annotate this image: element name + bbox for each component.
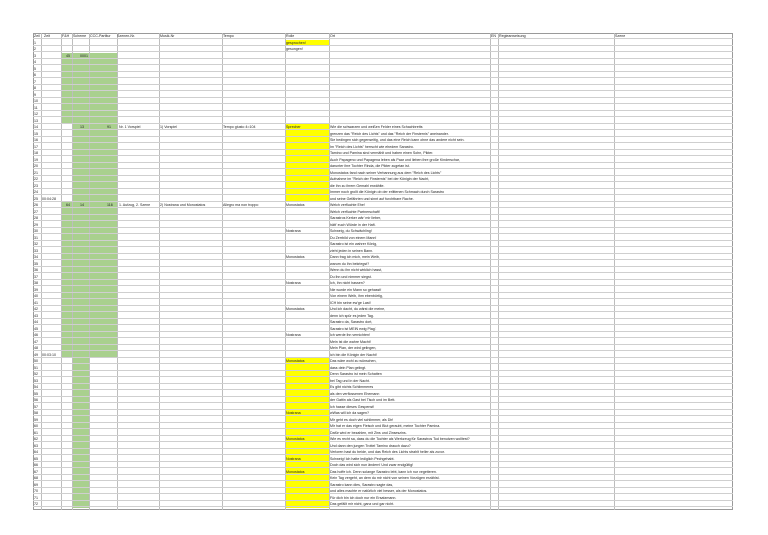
row-number[interactable]: 51 [34, 365, 38, 370]
row-number[interactable]: 12 [34, 112, 38, 116]
table-row[interactable] [33, 66, 733, 72]
row-number[interactable]: 23 [34, 183, 38, 188]
row-number[interactable]: 8 [34, 86, 36, 90]
table-row[interactable] [33, 59, 733, 65]
row-number[interactable]: 36 [34, 268, 38, 272]
row-number[interactable]: 34 [34, 255, 38, 259]
text-cell[interactable]: Auch Papageno und Papagena leben als Paar und lieben ihre große Kinderschar, [330, 157, 460, 162]
table-row[interactable] [33, 131, 733, 137]
table-row[interactable] [33, 267, 733, 273]
table-row[interactable] [33, 254, 733, 260]
table-row[interactable] [33, 488, 733, 494]
text-cell[interactable]: darunter ihre Tochter Rinda, die Pikter zugetan ist. [330, 164, 410, 168]
role-cell[interactable]: Nostrana [286, 229, 301, 233]
text-cell[interactable]: Dafür wird er bezahlen, mit Zins und Zinseszins. [330, 430, 407, 435]
row-number[interactable]: 53 [34, 378, 38, 383]
text-cell[interactable]: Dann frag ich mich, mein Weib, [330, 255, 380, 259]
row-number[interactable]: 39 [34, 287, 38, 292]
text-cell[interactable]: Sarastro ist ein wahrer König, [330, 242, 378, 246]
table-row[interactable] [33, 371, 733, 377]
table-row[interactable] [33, 40, 733, 46]
text-cell[interactable]: Monostatos fand nach seiner Verbannung aus dem "Reich des Lichts" [330, 170, 442, 175]
table-row[interactable] [33, 475, 733, 481]
table-row[interactable] [33, 124, 733, 130]
tempo-cell[interactable]: Allegro ma non troppo [223, 203, 259, 207]
table-row[interactable] [33, 150, 733, 156]
row-number[interactable]: 21 [34, 170, 38, 175]
table-row[interactable] [33, 183, 733, 189]
row-number[interactable]: 24 [34, 190, 38, 194]
row-number[interactable]: 62 [34, 437, 38, 441]
row-number[interactable]: 44 [34, 320, 38, 324]
text-cell[interactable]: Sarastro kann dies, Sarastro sagte das, [330, 482, 394, 487]
table-row[interactable] [33, 300, 733, 306]
scheme-cell[interactable]: 13 [80, 125, 84, 129]
table-row[interactable] [33, 410, 733, 416]
text-cell[interactable]: Wenn du ihn nicht wirklich hasst, [330, 268, 383, 272]
row-number[interactable]: 2 [34, 47, 36, 51]
table-row[interactable] [33, 313, 733, 319]
table-row[interactable] [33, 462, 733, 468]
table-row[interactable] [33, 397, 733, 403]
row-number[interactable]: 18 [34, 151, 38, 155]
text-cell[interactable]: Das hoffe ich. Denn solange Sarastro lebt, kann ich nur vegetieren. [330, 469, 437, 474]
row-number[interactable]: 68 [34, 476, 38, 480]
text-cell[interactable]: Denn Sarastro ist mein Schatten [330, 372, 382, 376]
role-cell[interactable]: Nostrana [286, 281, 301, 285]
role-cell[interactable]: Monostatos [286, 469, 305, 474]
row-number[interactable]: 56 [34, 398, 38, 402]
text-cell[interactable]: Ich, ihn nicht hassen? [330, 281, 365, 285]
fh-cell[interactable]: 45 [66, 53, 70, 58]
row-number[interactable]: 1 [34, 40, 36, 45]
row-number[interactable]: 69 [34, 482, 38, 487]
text-cell[interactable]: Im "Reich des Lichts" herrscht wie ehedem Sarastro. [330, 144, 414, 149]
row-number[interactable]: 45 [34, 326, 38, 331]
row-number[interactable]: 19 [34, 157, 38, 162]
row-number[interactable]: 41 [34, 300, 38, 305]
table-row[interactable] [33, 189, 733, 195]
table-row[interactable] [33, 469, 733, 475]
row-number[interactable]: 27 [34, 209, 38, 214]
row-number[interactable]: 13 [34, 118, 38, 123]
table-row[interactable] [33, 118, 733, 124]
text-cell[interactable]: Sarastros Kerker wär' mir lieber, [330, 216, 382, 220]
text-cell[interactable]: Schweig, du Schwächling! [330, 229, 372, 233]
row-number[interactable]: 28 [34, 216, 38, 220]
table-row[interactable] [33, 209, 733, 215]
text-cell[interactable]: Welch verfluchte Partnerschaft! [330, 209, 380, 214]
text-cell[interactable]: Sarastro da, Sarastro dort, [330, 320, 373, 324]
role-cell[interactable]: Nostrana [286, 333, 301, 337]
row-number[interactable]: 10 [34, 99, 38, 103]
row-number[interactable]: 29 [34, 222, 38, 227]
table-row[interactable] [33, 111, 733, 117]
text-cell[interactable]: Wie es recht sa, dass du die Tochter als Werkzeug für Sarastros Tod benutzen wolltest? [330, 437, 470, 441]
table-row[interactable] [33, 241, 733, 247]
ccc-cell[interactable]: 91 [107, 125, 111, 129]
row-number[interactable]: 71 [34, 495, 38, 500]
header-en[interactable]: EN [491, 34, 496, 38]
text-cell[interactable]: grenzen das "Reich des Lichts" und das "Reich der Finsternis" aneinander. [330, 131, 449, 136]
row-number[interactable]: 33 [34, 248, 38, 253]
text-cell[interactable]: Sarastro ist MEIN ewig Plag'. [330, 326, 377, 331]
row-number[interactable]: 3 [34, 53, 36, 58]
row-number[interactable]: 9 [34, 92, 36, 97]
table-row[interactable] [33, 72, 733, 78]
header-musik-nr[interactable]: Musik-Nr [160, 34, 175, 38]
text-cell[interactable]: Das gefällt mir nicht, ganz und gar nicht. [330, 502, 395, 506]
table-row[interactable] [33, 163, 733, 169]
music-cell[interactable]: 2) Nostrana und Monostatos [160, 203, 206, 207]
text-cell[interactable]: bei Tag und in der Nacht. [330, 378, 370, 383]
table-row[interactable] [33, 443, 733, 449]
row-number[interactable]: 26 [34, 203, 38, 207]
table-row[interactable] [33, 176, 733, 182]
table-row[interactable] [33, 332, 733, 338]
table-row[interactable] [33, 202, 733, 208]
table-row[interactable] [33, 391, 733, 397]
text-cell[interactable]: Schweig! Ich hatte lediglich Pechgehabt. [330, 456, 395, 461]
text-cell[interactable]: Verloren hast du beide, und das Reich des Lichts strahlt heller als zuvor. [330, 450, 445, 454]
text-cell[interactable]: denn ich spür es jeden Tag. [330, 313, 374, 318]
text-cell[interactable]: Tamino und Pamina sind vermählt und haben einen Sohn, Pikter. [330, 151, 434, 155]
text-cell[interactable]: die ihn zu ihrem Gemahl erwählte. [330, 183, 385, 188]
table-row[interactable] [33, 326, 733, 332]
row-number[interactable]: 54 [34, 385, 38, 389]
row-number[interactable]: 48 [34, 346, 38, 350]
table-row[interactable] [33, 423, 733, 429]
table-row[interactable] [33, 482, 733, 488]
time-cell[interactable]: 00:04:28 [42, 196, 56, 201]
row-number[interactable]: 4 [34, 60, 36, 64]
scene-cell[interactable]: Nr. 1 Vorspiel [119, 125, 141, 129]
text-cell[interactable]: Für dich bin ich doch nur ein Ersatzmann. [330, 495, 397, 500]
row-number[interactable]: 37 [34, 274, 38, 279]
text-cell[interactable]: zieht jeden in seinen Bann. [330, 248, 374, 253]
table-row[interactable] [33, 280, 733, 286]
table-row[interactable] [33, 430, 733, 436]
tempo-cell[interactable]: Tempo giusto 4=104 [223, 125, 256, 129]
table-row[interactable] [33, 137, 733, 143]
table-row[interactable] [33, 228, 733, 234]
role-cell[interactable]: Monostatos [286, 307, 305, 311]
text-cell[interactable]: Kein Tag vergeht, an dem du mir nicht von seinen Vorzügen erzählst. [330, 476, 440, 480]
role-cell[interactable]: Monostatos [286, 255, 305, 259]
role-cell[interactable]: Sprecher [286, 125, 301, 129]
row-number[interactable]: 63 [34, 443, 38, 448]
row-number[interactable]: 64 [34, 450, 38, 454]
row-number[interactable]: 35 [34, 261, 38, 266]
row-number[interactable]: 30 [34, 229, 38, 233]
table-row[interactable] [33, 222, 733, 228]
text-cell[interactable]: Welch verfluchte Ehe! [330, 203, 365, 207]
text-cell[interactable]: hätt' euch Würde in der Haft. [330, 222, 376, 227]
text-cell[interactable]: Du Zerrbild von einem Mann! [330, 235, 377, 240]
text-cell[interactable]: als den verflossenen Ehemann [330, 391, 380, 396]
table-row[interactable] [33, 53, 733, 59]
table-row[interactable] [33, 365, 733, 371]
text-cell[interactable]: ich bin die Königin der Nacht! [330, 352, 377, 357]
table-row[interactable] [33, 293, 733, 299]
row-number[interactable]: 32 [34, 242, 38, 246]
header-szene[interactable]: Szene [615, 34, 626, 38]
table-row[interactable] [33, 157, 733, 163]
row-number[interactable]: 67 [34, 469, 38, 474]
fh-cell[interactable]: 64 [66, 203, 70, 207]
header-zeit[interactable]: Zeit [44, 34, 50, 38]
text-cell[interactable]: Mein ist die wahre Macht! [330, 339, 371, 344]
row-number[interactable]: 66 [34, 463, 38, 467]
row-number[interactable]: 14 [34, 125, 38, 129]
row-number[interactable]: 59 [34, 417, 38, 422]
text-cell[interactable]: Du ihn und nimmer siegst. [330, 274, 372, 279]
scheme-cell[interactable]: 0001 [80, 53, 88, 58]
header-regieanweisung[interactable]: Regieanweisung [499, 34, 526, 38]
row-number[interactable]: 60 [34, 424, 38, 428]
row-number[interactable]: 42 [34, 307, 38, 311]
row-number[interactable]: 7 [34, 79, 36, 84]
table-row[interactable] [33, 456, 733, 462]
table-row[interactable] [33, 215, 733, 221]
row-number[interactable]: 16 [34, 138, 38, 142]
role-cell[interactable]: Monostatos [286, 203, 305, 207]
role-cell[interactable]: gesungen! [286, 47, 303, 51]
text-cell[interactable]: Das wäre wohl zu wünschen, [330, 359, 377, 363]
text-cell[interactable]: ICH bin seine ew'ge Last! [330, 300, 371, 305]
text-cell[interactable]: und seine Gefährten und sinnt auf furchtbare Rache. [330, 196, 414, 201]
row-number[interactable]: 5 [34, 66, 36, 71]
role-cell[interactable]: gesprochen! [286, 40, 306, 45]
header-rolle[interactable]: Rolle [286, 34, 295, 38]
music-cell[interactable]: 1) Vorspiel [160, 125, 177, 129]
table-row[interactable] [33, 274, 733, 280]
table-row[interactable] [33, 449, 733, 455]
table-row[interactable] [33, 196, 733, 202]
table-row[interactable] [33, 170, 733, 176]
header-ort[interactable]: Ort [330, 34, 335, 38]
table-row[interactable] [33, 306, 733, 312]
row-number[interactable]: 17 [34, 144, 38, 149]
row-number[interactable]: 46 [34, 333, 38, 337]
table-row[interactable] [33, 79, 733, 85]
table-row[interactable] [33, 98, 733, 104]
row-number[interactable]: 6 [34, 73, 36, 77]
role-cell[interactable]: Monostatos [286, 359, 305, 363]
header-scheme[interactable]: Scheme [73, 34, 87, 38]
text-cell[interactable]: Es gibt nichts Schlimmeres [330, 385, 374, 389]
table-row[interactable] [33, 261, 733, 267]
row-number[interactable]: 58 [34, 411, 38, 415]
text-cell[interactable]: Ich hasse dieses Gespenst! [330, 404, 375, 409]
table-row[interactable] [33, 339, 733, 345]
scheme-cell[interactable]: 14 [80, 203, 84, 207]
row-number[interactable]: 11 [34, 105, 38, 110]
row-number[interactable]: 38 [34, 281, 38, 285]
row-number[interactable]: 65 [34, 456, 38, 461]
row-number[interactable]: 55 [34, 391, 38, 396]
table-row[interactable] [33, 436, 733, 442]
table-row[interactable] [33, 358, 733, 364]
row-number[interactable]: 20 [34, 164, 38, 168]
ccc-cell[interactable]: 116 [107, 203, 113, 207]
text-cell[interactable]: Mir hat er das eigen Fleisch und Blut geraubt, meine Tochter Pamina. [330, 424, 441, 428]
text-cell[interactable]: Mein Plan, der wird gelingen, [330, 346, 377, 350]
table-row[interactable] [33, 85, 733, 91]
header-zeile[interactable]: Zeil [34, 34, 40, 38]
table-row[interactable] [33, 352, 733, 358]
row-number[interactable]: 43 [34, 313, 38, 318]
text-cell[interactable]: Von einem Weib, ihm ebenbürtig, [330, 294, 383, 298]
text-cell[interactable]: warum du ihn bekriegst? [330, 261, 370, 266]
table-row[interactable] [33, 105, 733, 111]
table-row[interactable] [33, 144, 733, 150]
table-row[interactable] [33, 248, 733, 254]
text-cell[interactable]: Immer noch grollt die Königin ob der erlittenen Schmach durch Sarastro [330, 190, 445, 194]
row-number[interactable]: 70 [34, 489, 38, 493]
row-number[interactable]: 50 [34, 359, 38, 363]
table-row[interactable] [33, 287, 733, 293]
header-ccc-partitur[interactable]: CCC-Partitur [90, 34, 111, 38]
text-cell[interactable]: der Gattin als Gast bei Tisch und im Bett. [330, 398, 396, 402]
row-number[interactable]: 22 [34, 177, 38, 181]
header-szenen-nr[interactable]: Szenen-Nr. [117, 34, 135, 38]
row-number[interactable]: 57 [34, 404, 38, 409]
row-number[interactable]: 52 [34, 372, 38, 376]
role-cell[interactable]: Nostrana [286, 411, 301, 415]
text-cell[interactable]: Nie wurde ein Mann so gehasst! [330, 287, 382, 292]
header-row [33, 33, 733, 39]
table-row[interactable] [33, 501, 733, 507]
spreadsheet[interactable] [33, 33, 733, 510]
text-cell[interactable]: Und ich dacht, du wärst die meine, [330, 307, 386, 311]
text-cell[interactable]: Mir geht es doch viel schlimmer, als Dir! [330, 417, 394, 422]
row-number[interactable]: 61 [34, 430, 38, 435]
table-row[interactable] [33, 378, 733, 384]
row-number[interactable]: 15 [34, 131, 38, 136]
table-row[interactable] [33, 495, 733, 501]
table-row[interactable] [33, 417, 733, 423]
role-cell[interactable]: Nostrana [286, 456, 301, 461]
text-cell[interactable]: Sie bedingen sich gegenseitig, und das eine Reich kann ohne das andere nicht sein. [330, 138, 465, 142]
row-number[interactable]: 40 [34, 294, 38, 298]
text-cell[interactable]: Aufnahme im "Reich der Finsternis" bei der Königin der Nacht, [330, 177, 430, 181]
time-cell[interactable]: 00:03:10 [42, 352, 56, 357]
row-number[interactable]: 47 [34, 339, 38, 344]
table-row[interactable] [33, 404, 733, 410]
table-row[interactable] [33, 384, 733, 390]
table-row[interactable] [33, 345, 733, 351]
table-row[interactable] [33, 92, 733, 98]
scene-cell[interactable]: 1. Aufzug, 2. Szene [119, 203, 151, 207]
row-number[interactable]: 25 [34, 196, 38, 201]
text-cell[interactable]: dass dein Plan gelingt. [330, 365, 367, 370]
row-number[interactable]: 31 [34, 235, 38, 240]
role-cell[interactable]: Monostatos [286, 437, 305, 441]
table-row[interactable] [33, 235, 733, 241]
table-row[interactable] [33, 319, 733, 325]
row-number[interactable]: 72 [34, 502, 38, 506]
text-cell[interactable]: Und dann den jungen Trottel Tamino drauch dazu? [330, 443, 411, 448]
header-tempo[interactable]: Tempo [223, 34, 234, 38]
text-cell[interactable]: Doch das wird sich nun ändern! Und zwar endgültig! [330, 463, 414, 467]
text-cell[interactable]: Wie die schwarzen und weißen Felder eines Schachbretts [330, 125, 423, 129]
row-number[interactable]: 49 [34, 352, 38, 357]
table-row[interactable] [33, 46, 733, 52]
text-cell[interactable]: und alles machte er natürlich viel besser, als der Monostatos. [330, 489, 428, 493]
header-fh[interactable]: F&H [62, 34, 70, 38]
text-cell[interactable]: wWas will ich da sagen? [330, 411, 370, 415]
text-cell[interactable]: Ich werde ihn vernichten! [330, 333, 370, 337]
